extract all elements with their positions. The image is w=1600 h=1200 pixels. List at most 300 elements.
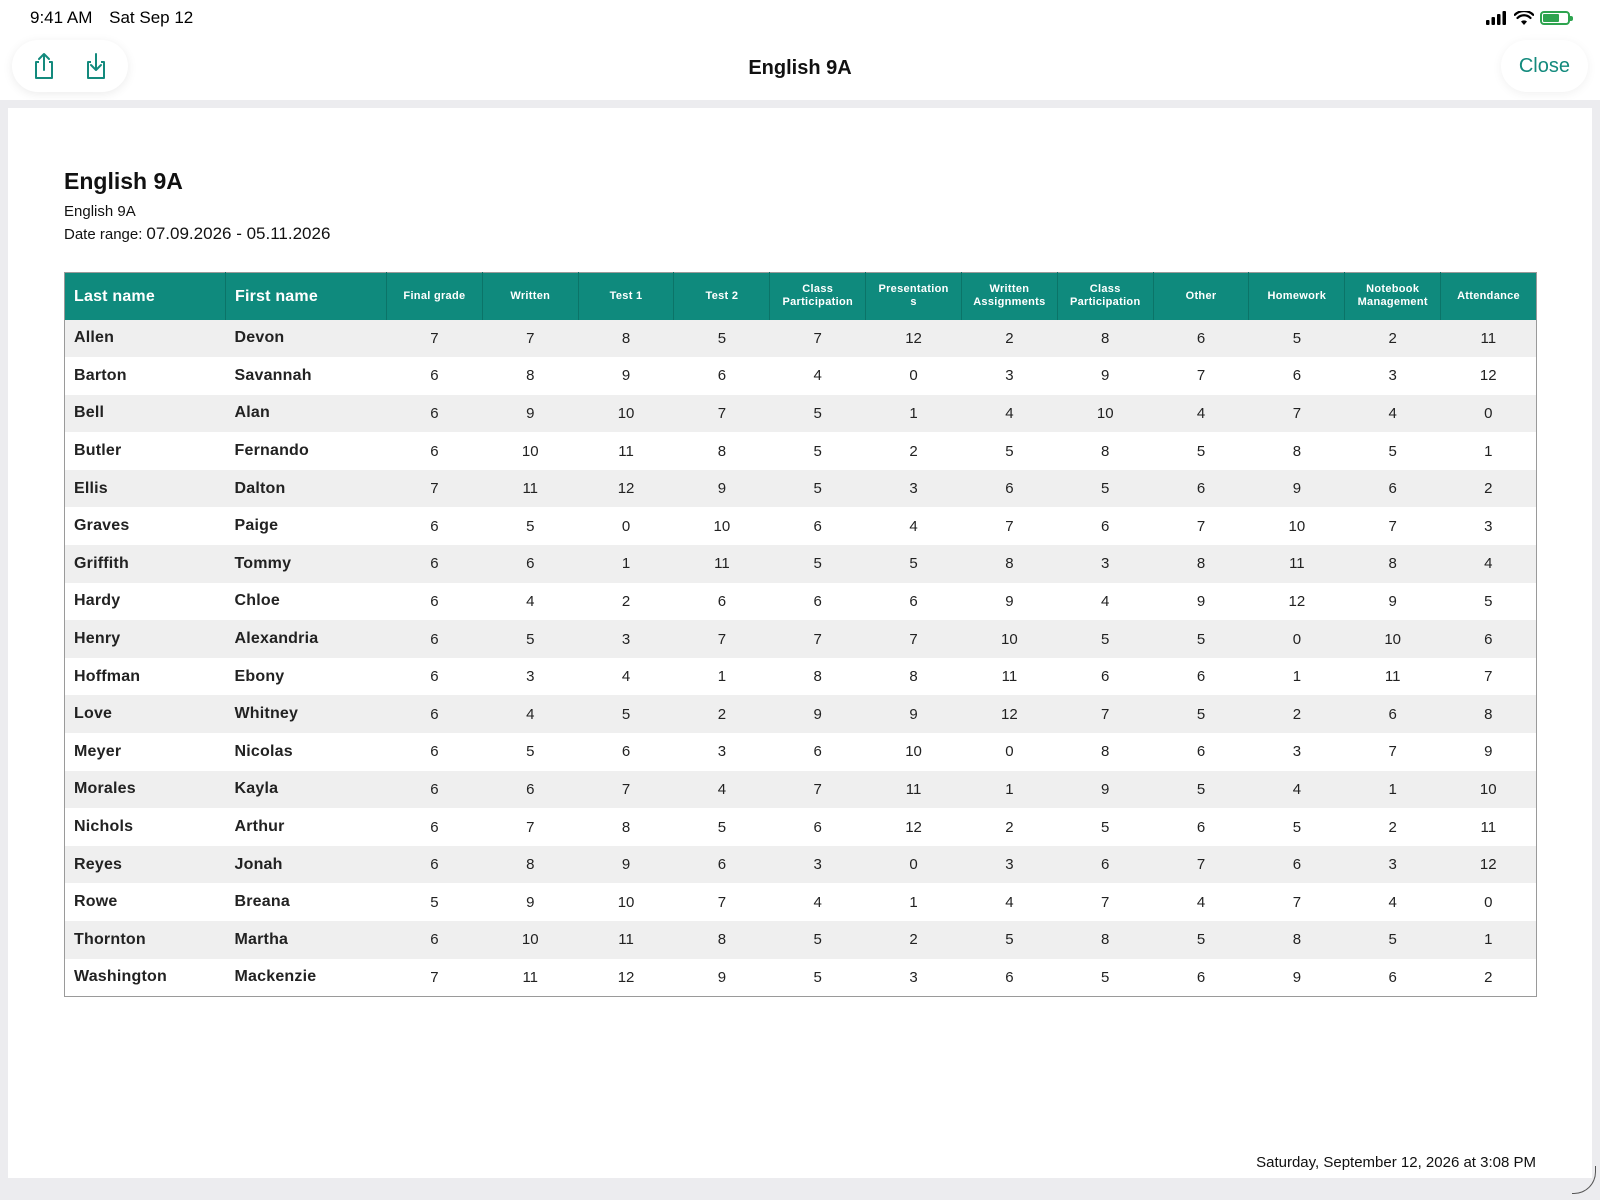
grade-cell: 6 [387,846,483,884]
grade-cell: 1 [866,395,962,433]
grade-cell: 6 [482,545,578,583]
grade-cell: 11 [1249,545,1345,583]
grade-cell: 2 [961,808,1057,846]
last-name-cell: Nichols [65,808,226,846]
grade-cell: 6 [387,808,483,846]
grade-cell: 5 [1345,921,1441,959]
grade-cell: 9 [674,470,770,508]
grade-cell: 2 [1441,470,1537,508]
column-header: Test 1 [578,273,674,320]
grade-cell: 12 [578,959,674,997]
grade-cell: 3 [1441,507,1537,545]
last-name-cell: Thornton [65,921,226,959]
grade-cell: 6 [387,432,483,470]
last-name-cell: Ellis [65,470,226,508]
download-icon [83,51,109,81]
grade-cell: 8 [482,846,578,884]
grade-cell: 4 [1249,771,1345,809]
grade-cell: 4 [482,583,578,621]
date-range-label: Date range: [64,226,143,243]
grade-cell: 4 [1153,883,1249,921]
grade-cell: 5 [1057,959,1153,997]
grade-cell: 5 [1057,470,1153,508]
grade-cell: 5 [1153,432,1249,470]
column-header: Class Participation [770,273,866,320]
grade-cell: 7 [1345,507,1441,545]
table-row [65,357,1537,395]
grade-cell: 2 [866,432,962,470]
grade-cell: 11 [1441,320,1537,358]
column-header: Class Participation [1057,273,1153,320]
grade-cell: 8 [866,658,962,696]
table-row [65,959,1537,997]
grade-cell: 8 [1249,432,1345,470]
grade-cell: 6 [770,808,866,846]
grade-cell: 2 [1441,959,1537,997]
grade-cell: 9 [482,395,578,433]
report-date-range [64,224,330,244]
grade-cell: 7 [770,320,866,358]
table-row [65,808,1537,846]
table-row [65,545,1537,583]
last-name-cell: Hardy [65,583,226,621]
grade-cell: 9 [961,583,1057,621]
table-row [65,583,1537,621]
grade-cell: 3 [961,846,1057,884]
grade-cell: 9 [1153,583,1249,621]
table-body [65,320,1537,997]
download-button[interactable] [74,44,118,88]
nav-bar [0,36,1600,100]
grade-cell: 0 [1441,395,1537,433]
grade-cell: 0 [866,357,962,395]
status-time: 9:41 AM [30,8,93,27]
grade-cell: 6 [1153,320,1249,358]
grade-cell: 2 [1345,320,1441,358]
grade-cell: 6 [770,733,866,771]
grade-cell: 4 [1441,545,1537,583]
grades-table [64,272,1537,997]
grade-cell: 11 [578,432,674,470]
grade-cell: 6 [1153,808,1249,846]
grade-cell: 11 [866,771,962,809]
column-header: Last name [65,273,226,320]
first-name-cell: Alan [226,395,387,433]
grade-cell: 10 [482,432,578,470]
last-name-cell: Griffith [65,545,226,583]
grade-cell: 1 [1441,432,1537,470]
grade-cell: 5 [1057,808,1153,846]
grade-cell: 4 [1057,583,1153,621]
last-name-cell: Morales [65,771,226,809]
cellular-signal-icon [1486,11,1508,25]
grade-cell: 0 [1441,883,1537,921]
grade-cell: 6 [387,507,483,545]
first-name-cell: Fernando [226,432,387,470]
grade-cell: 6 [1345,470,1441,508]
share-icon [31,51,57,81]
grade-cell: 11 [1441,808,1537,846]
status-left [30,8,205,28]
grade-cell: 6 [578,733,674,771]
grade-cell: 4 [866,507,962,545]
grade-cell: 2 [1345,808,1441,846]
grade-cell: 8 [961,545,1057,583]
first-name-cell: Tommy [226,545,387,583]
grade-cell: 2 [674,695,770,733]
status-bar [0,0,1600,36]
grade-cell: 9 [866,695,962,733]
share-button[interactable] [22,44,66,88]
grade-cell: 7 [1153,846,1249,884]
table-row [65,658,1537,696]
grade-cell: 1 [866,883,962,921]
first-name-cell: Kayla [226,771,387,809]
grade-cell: 2 [578,583,674,621]
grade-cell: 6 [674,583,770,621]
grade-cell: 7 [961,507,1057,545]
column-header: Other [1153,273,1249,320]
grade-cell: 4 [482,695,578,733]
grade-cell: 6 [387,545,483,583]
table-row [65,695,1537,733]
grade-cell: 0 [578,507,674,545]
grade-cell: 9 [1057,357,1153,395]
table-row [65,846,1537,884]
column-header: Homework [1249,273,1345,320]
grade-cell: 6 [1057,507,1153,545]
grade-cell: 7 [674,395,770,433]
grade-cell: 5 [674,808,770,846]
grade-cell: 10 [674,507,770,545]
grade-cell: 5 [1249,808,1345,846]
grade-cell: 7 [387,959,483,997]
grade-cell: 3 [578,620,674,658]
grade-cell: 3 [770,846,866,884]
grade-cell: 7 [387,470,483,508]
grade-cell: 8 [770,658,866,696]
grade-cell: 11 [961,658,1057,696]
grade-cell: 6 [770,583,866,621]
report-subtitle: English 9A [64,203,136,220]
grade-cell: 4 [770,357,866,395]
grade-cell: 4 [961,883,1057,921]
grade-cell: 12 [866,808,962,846]
grade-cell: 6 [387,921,483,959]
grade-cell: 1 [578,545,674,583]
battery-charging-icon [1540,11,1570,25]
table-row [65,771,1537,809]
grade-cell: 4 [1345,395,1441,433]
grade-cell: 3 [674,733,770,771]
last-name-cell: Allen [65,320,226,358]
first-name-cell: Devon [226,320,387,358]
grade-cell: 5 [1153,771,1249,809]
grade-cell: 4 [674,771,770,809]
last-name-cell: Hoffman [65,658,226,696]
grade-cell: 7 [482,320,578,358]
grade-cell: 6 [387,695,483,733]
grade-cell: 12 [1441,846,1537,884]
grade-cell: 8 [674,921,770,959]
first-name-cell: Breana [226,883,387,921]
grade-cell: 5 [1441,583,1537,621]
status-icons [1486,11,1570,26]
grade-cell: 9 [578,357,674,395]
grade-cell: 6 [387,620,483,658]
grade-cell: 11 [482,470,578,508]
grade-cell: 5 [482,733,578,771]
grade-cell: 5 [770,959,866,997]
grade-cell: 3 [866,959,962,997]
grade-cell: 9 [674,959,770,997]
table-row [65,395,1537,433]
grade-cell: 12 [578,470,674,508]
table-row [65,733,1537,771]
status-date: Sat Sep 12 [109,8,194,27]
grade-cell: 4 [1153,395,1249,433]
grade-cell: 5 [1249,320,1345,358]
grade-cell: 7 [1057,883,1153,921]
grade-cell: 5 [1153,695,1249,733]
grade-cell: 10 [1441,771,1537,809]
grade-cell: 8 [1057,921,1153,959]
grade-cell: 7 [1441,658,1537,696]
table-row [65,320,1537,358]
column-header: Written [482,273,578,320]
wifi-icon [1514,11,1534,26]
grade-cell: 11 [482,959,578,997]
grade-cell: 1 [1441,921,1537,959]
last-name-cell: Henry [65,620,226,658]
grade-cell: 10 [482,921,578,959]
grade-cell: 5 [674,320,770,358]
grade-cell: 12 [1249,583,1345,621]
grade-cell: 7 [1345,733,1441,771]
grade-cell: 3 [961,357,1057,395]
grade-cell: 0 [1249,620,1345,658]
grade-cell: 10 [578,883,674,921]
grade-cell: 8 [1057,733,1153,771]
grade-cell: 8 [482,357,578,395]
grade-cell: 6 [387,357,483,395]
grade-cell: 6 [770,507,866,545]
grade-cell: 10 [578,395,674,433]
grade-cell: 6 [1153,733,1249,771]
grade-cell: 4 [578,658,674,696]
grade-cell: 7 [1153,507,1249,545]
grade-cell: 1 [1249,658,1345,696]
grade-cell: 5 [961,432,1057,470]
grade-cell: 5 [387,883,483,921]
table-row [65,432,1537,470]
grade-cell: 1 [961,771,1057,809]
last-name-cell: Meyer [65,733,226,771]
grade-cell: 12 [961,695,1057,733]
grade-cell: 7 [1249,883,1345,921]
grade-cell: 7 [482,808,578,846]
grade-cell: 7 [674,620,770,658]
grade-cell: 5 [482,620,578,658]
grade-cell: 3 [1249,733,1345,771]
grade-cell: 6 [1057,658,1153,696]
grade-cell: 7 [1153,357,1249,395]
last-name-cell: Rowe [65,883,226,921]
grade-cell: 2 [1249,695,1345,733]
grade-cell: 0 [961,733,1057,771]
grade-cell: 10 [1057,395,1153,433]
grade-cell: 9 [578,846,674,884]
grade-cell: 6 [387,395,483,433]
grade-cell: 12 [1441,357,1537,395]
grade-cell: 5 [1345,432,1441,470]
first-name-cell: Martha [226,921,387,959]
grade-cell: 8 [1249,921,1345,959]
grade-cell: 9 [482,883,578,921]
grade-cell: 6 [387,733,483,771]
grade-cell: 7 [1057,695,1153,733]
first-name-cell: Dalton [226,470,387,508]
grade-cell: 5 [578,695,674,733]
last-name-cell: Barton [65,357,226,395]
grade-cell: 7 [387,320,483,358]
grade-cell: 5 [770,395,866,433]
grade-cell: 6 [961,470,1057,508]
grade-cell: 11 [1345,658,1441,696]
table-row [65,470,1537,508]
grade-cell: 7 [674,883,770,921]
table-row [65,883,1537,921]
first-name-cell: Alexandria [226,620,387,658]
grade-cell: 5 [482,507,578,545]
grade-cell: 3 [866,470,962,508]
grade-cell: 8 [1441,695,1537,733]
grade-cell: 5 [1153,921,1249,959]
grade-cell: 6 [674,357,770,395]
grade-cell: 12 [866,320,962,358]
grade-cell: 7 [770,771,866,809]
grade-cell: 10 [1249,507,1345,545]
close-button[interactable]: Close [1501,40,1588,92]
grade-cell: 5 [961,921,1057,959]
grade-cell: 7 [770,620,866,658]
grade-cell: 9 [1345,583,1441,621]
grade-cell: 8 [1345,545,1441,583]
grade-cell: 5 [866,545,962,583]
first-name-cell: Paige [226,507,387,545]
first-name-cell: Chloe [226,583,387,621]
grade-cell: 4 [770,883,866,921]
report-title: English 9A [64,168,183,194]
table-row [65,620,1537,658]
first-name-cell: Nicolas [226,733,387,771]
column-header: Notebook Management [1345,273,1441,320]
column-header: Test 2 [674,273,770,320]
last-name-cell: Bell [65,395,226,433]
grade-cell: 6 [482,771,578,809]
grade-cell: 10 [961,620,1057,658]
grade-cell: 6 [866,583,962,621]
first-name-cell: Jonah [226,846,387,884]
date-range-value: 07.09.2026 - 05.11.2026 [146,224,331,243]
last-name-cell: Love [65,695,226,733]
grade-cell: 4 [961,395,1057,433]
last-name-cell: Graves [65,507,226,545]
grade-cell: 9 [1057,771,1153,809]
grade-cell: 11 [578,921,674,959]
nav-actions-group [12,40,128,92]
grade-cell: 9 [1249,470,1345,508]
grade-cell: 7 [866,620,962,658]
grade-cell: 8 [1057,432,1153,470]
grade-cell: 6 [674,846,770,884]
grade-cell: 5 [770,470,866,508]
table-row [65,507,1537,545]
column-header: Written Assignments [961,273,1057,320]
first-name-cell: Mackenzie [226,959,387,997]
grade-cell: 8 [1057,320,1153,358]
grade-cell: 3 [1057,545,1153,583]
grade-cell: 6 [1441,620,1537,658]
grade-cell: 6 [1249,846,1345,884]
grade-cell: 5 [770,432,866,470]
grade-cell: 9 [1441,733,1537,771]
grade-cell: 8 [1153,545,1249,583]
grade-cell: 6 [387,583,483,621]
last-name-cell: Reyes [65,846,226,884]
grade-cell: 10 [1345,620,1441,658]
grade-cell: 3 [482,658,578,696]
grade-cell: 7 [578,771,674,809]
grade-cell: 6 [961,959,1057,997]
grade-cell: 1 [1345,771,1441,809]
grade-cell: 5 [1153,620,1249,658]
grade-cell: 11 [674,545,770,583]
table-header-row [65,273,1537,320]
grade-cell: 0 [866,846,962,884]
grade-cell: 6 [1153,470,1249,508]
grade-cell: 10 [866,733,962,771]
last-name-cell: Washington [65,959,226,997]
grade-cell: 4 [1345,883,1441,921]
grade-cell: 6 [1153,658,1249,696]
grade-cell: 6 [1249,357,1345,395]
grade-cell: 6 [1345,695,1441,733]
last-name-cell: Butler [65,432,226,470]
grade-cell: 3 [1345,357,1441,395]
grade-cell: 2 [866,921,962,959]
column-header: Presentation s [866,273,962,320]
first-name-cell: Arthur [226,808,387,846]
grade-cell: 8 [674,432,770,470]
grade-cell: 6 [387,658,483,696]
first-name-cell: Whitney [226,695,387,733]
grade-cell: 8 [578,320,674,358]
first-name-cell: Ebony [226,658,387,696]
column-header: Attendance [1441,273,1537,320]
grade-cell: 9 [1249,959,1345,997]
column-header: Final grade [387,273,483,320]
grade-cell: 7 [1249,395,1345,433]
grade-cell: 6 [387,771,483,809]
grade-cell: 6 [1153,959,1249,997]
table-row [65,921,1537,959]
column-header: First name [226,273,387,320]
grade-cell: 1 [674,658,770,696]
grade-cell: 5 [1057,620,1153,658]
grade-cell: 5 [770,545,866,583]
report-timestamp: Saturday, September 12, 2026 at 3:08 PM [1256,1154,1536,1171]
